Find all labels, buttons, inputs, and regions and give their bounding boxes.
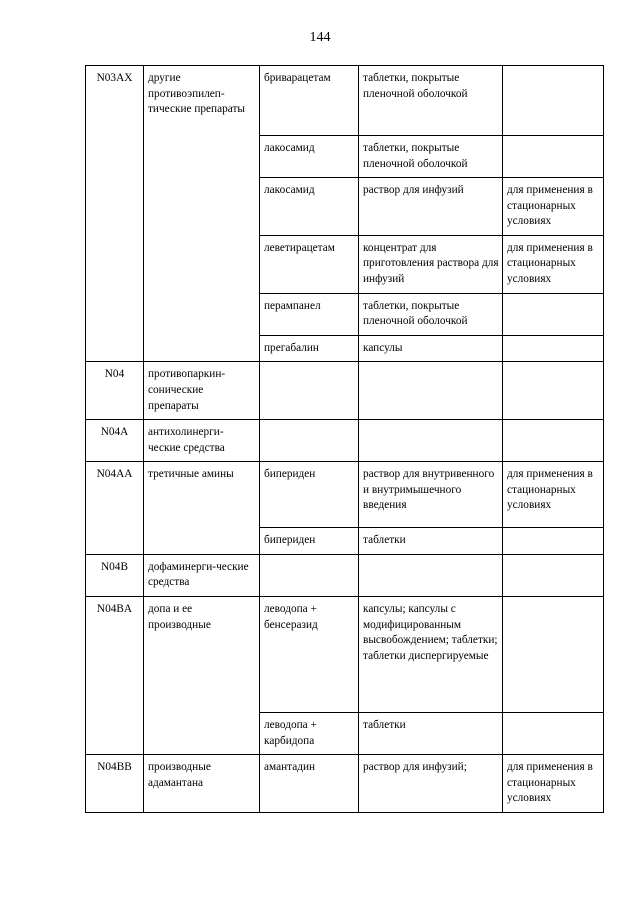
dosage-form-cell: таблетки, покрытые пленочной оболочкой (359, 293, 503, 335)
atc-code-cell: N03AX (86, 66, 144, 362)
drug-name-cell (260, 362, 359, 420)
atc-code-cell: N04A (86, 420, 144, 462)
page-number: 144 (309, 30, 331, 45)
drug-name-cell: леводопа + карбидопа (260, 712, 359, 754)
drug-name-cell: перампанел (260, 293, 359, 335)
drug-name-cell: леветирацетам (260, 235, 359, 293)
note-cell (503, 66, 604, 136)
note-cell (503, 362, 604, 420)
dosage-form-cell (359, 554, 503, 596)
note-cell: для применения в стационарных условиях (503, 755, 604, 813)
group-name-cell: допа и ее производные (144, 596, 260, 754)
atc-code-cell: N04BB (86, 755, 144, 813)
drug-name-cell: амантадин (260, 755, 359, 813)
table-row (86, 362, 604, 420)
dosage-form-cell: таблетки, покрытые пленочной оболочкой (359, 136, 503, 178)
table-row (86, 596, 604, 712)
note-cell (503, 420, 604, 462)
note-cell (503, 554, 604, 596)
atc-code-cell: N04BA (86, 596, 144, 754)
table-row (86, 554, 604, 596)
drug-name-cell: леводопа + бенсеразид (260, 596, 359, 712)
table-row (86, 420, 604, 462)
atc-code-cell: N04B (86, 554, 144, 596)
note-cell (503, 528, 604, 555)
note-cell (503, 596, 604, 712)
dosage-form-cell: раствор для инфузий; (359, 755, 503, 813)
dosage-form-cell (359, 420, 503, 462)
drug-name-cell (260, 420, 359, 462)
group-name-cell: производные адамантана (144, 755, 260, 813)
drug-name-cell: лакосамид (260, 178, 359, 236)
note-cell (503, 293, 604, 335)
table-row (86, 462, 604, 528)
dosage-form-cell: концентрат для приготовления раствора для инфузий (359, 235, 503, 293)
note-cell: для применения в стационарных условиях (503, 462, 604, 528)
table-row (86, 755, 604, 813)
dosage-form-cell: капсулы (359, 335, 503, 362)
group-name-cell: антихолинерги-ческие средства (144, 420, 260, 462)
dosage-form-cell: раствор для инфузий (359, 178, 503, 236)
drug-name-cell: бипериден (260, 462, 359, 528)
dosage-form-cell: раствор для внутривенного и внутримышечного введения (359, 462, 503, 528)
table-row (86, 66, 604, 136)
note-cell (503, 136, 604, 178)
group-name-cell: другие противоэпилеп-тические препараты (144, 66, 260, 362)
note-cell: для применения в стационарных условиях (503, 178, 604, 236)
drug-name-cell (260, 554, 359, 596)
drug-name-cell: бриварацетам (260, 66, 359, 136)
group-name-cell: противопаркин-сонические препараты (144, 362, 260, 420)
drug-classification-table (85, 65, 604, 813)
dosage-form-cell: капсулы; капсулы с модифицированным высвобождением; таблетки; таблетки диспергируемые (359, 596, 503, 712)
table-body (86, 66, 604, 813)
drug-name-cell: бипериден (260, 528, 359, 555)
drug-name-cell: лакосамид (260, 136, 359, 178)
dosage-form-cell: таблетки (359, 712, 503, 754)
note-cell (503, 712, 604, 754)
note-cell (503, 335, 604, 362)
dosage-form-cell: таблетки, покрытые пленочной оболочкой (359, 66, 503, 136)
group-name-cell: дофаминерги-ческие средства (144, 554, 260, 596)
dosage-form-cell (359, 362, 503, 420)
atc-code-cell: N04AA (86, 462, 144, 555)
group-name-cell: третичные амины (144, 462, 260, 555)
note-cell: для применения в стационарных условиях (503, 235, 604, 293)
dosage-form-cell: таблетки (359, 528, 503, 555)
atc-code-cell: N04 (86, 362, 144, 420)
drug-name-cell: прегабалин (260, 335, 359, 362)
